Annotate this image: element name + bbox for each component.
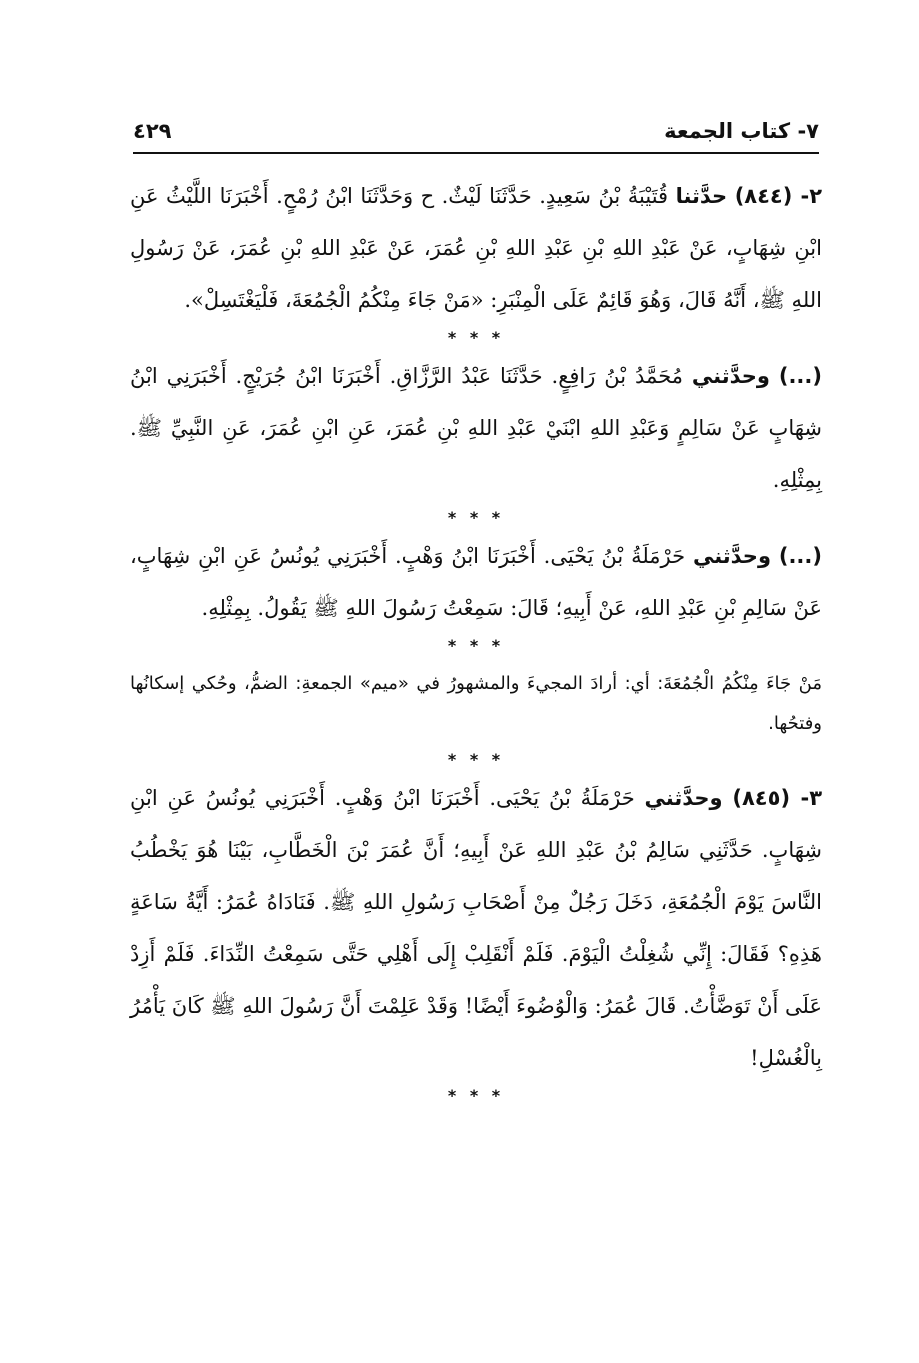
page-header [133, 112, 819, 152]
hadith-number: ٢- (٨٤٤) [734, 184, 823, 208]
hadith-paragraph [130, 772, 822, 1084]
chapter-title: ٧- كتاب الجمعة [664, 119, 819, 143]
hadith-paragraph [130, 530, 822, 634]
hadith-number: (...) [778, 544, 822, 568]
section-separator: * * * [447, 1086, 505, 1105]
section-separator: * * * [447, 328, 505, 347]
hadith-lead: وحدَّثني [644, 786, 723, 810]
hadith-paragraph [130, 350, 822, 506]
commentary-note: مَنْ جَاءَ مِنْكُمُ الْجُمُعَةَ: أي: أرادَ المجيءَ والمشهورُ في «ميم» الجمعةِ: الضمُّ، وحُكي إسكانُها وفتحُها. [130, 673, 822, 734]
hadith-lead: وحدَّثني [691, 364, 770, 388]
section-separator: * * * [447, 750, 505, 769]
section-separator: * * * [447, 636, 505, 655]
hadith-number: (...) [778, 364, 822, 388]
hadith-paragraph [130, 170, 822, 326]
section-separator: * * * [447, 508, 505, 527]
header-rule [133, 152, 819, 154]
page-number: ٤٢٩ [133, 119, 172, 143]
main-text [130, 170, 822, 1108]
hadith-text: مُحَمَّدُ بْنُ رَافِعٍ. حَدَّثَنَا عَبْدُ الرَّزَّاقِ. أَخْبَرَنَا ابْنُ جُرَيْجٍ. أَخْبَرَنِي ابْنُ شِهَابٍ عَنْ سَالِمٍ وَعَبْدِ اللهِ ابْنَيْ عَبْدِ اللهِ بْنِ عُمَرَ، عَنِ ابْنِ عُمَرَ، عَنِ النَّبِيِّ ﷺ. بِمِثْلِهِ. [130, 364, 822, 492]
hadith-text: قُتَيْبَةُ بْنُ سَعِيدٍ. حَدَّثَنَا لَيْثٌ. ح وَحَدَّثَنَا ابْنُ رُمْحٍ. أَخْبَرَنَا اللَّيْثُ عَنِ ابْنِ شِهَابٍ، عَنْ عَبْدِ اللهِ بْنِ عَبْدِ اللهِ بْنِ عُمَرَ، عَنْ عَبْدِ اللهِ بْنِ عُمَرَ، عَنْ رَسُولِ اللهِ ﷺ، أَنَّهُ قَالَ، وَهُوَ قَائِمٌ عَلَى الْمِنْبَرِ: «مَنْ جَاءَ مِنْكُمُ الْجُمُعَةَ، فَلْيَغْتَسِلْ». [130, 184, 822, 312]
hadith-text: حَرْمَلَةُ بْنُ يَحْيَى. أَخْبَرَنَا ابْنُ وَهْبٍ. أَخْبَرَنِي يُونُسُ عَنِ ابْنِ شِهَابٍ. حَدَّثَنِي سَالِمُ بْنُ عَبْدِ اللهِ عَنْ أَبِيهِ؛ أَنَّ عُمَرَ بْنَ الْخَطَّابِ، بَيْنَا هُوَ يَخْطُبُ النَّاسَ يَوْمَ الْجُمُعَةِ، دَخَلَ رَجُلٌ مِنْ أَصْحَابِ رَسُولِ اللهِ ﷺ. فَنَادَاهُ عُمَرُ: أَيَّةُ سَاعَةٍ هَذِهِ؟ فَقَالَ: إِنِّي شُغِلْتُ الْيَوْمَ. فَلَمْ أَنْقَلِبْ إِلَى أَهْلِي حَتَّى سَمِعْتُ النِّدَاءَ. فَلَمْ أَزِدْ عَلَى أَنْ تَوَضَّأْتُ. قَالَ عُمَرُ: وَالْوُضُوءَ أَيْضًا! وَقَدْ عَلِمْتَ أَنَّ رَسُولَ اللهِ ﷺ كَانَ يَأْمُرُ بِالْغُسْلِ! [130, 786, 822, 1070]
hadith-lead: وحدَّثني [692, 544, 771, 568]
hadith-lead: حدَّثنا [675, 184, 728, 208]
hadith-text: حَرْمَلَةُ بْنُ يَحْيَى. أَخْبَرَنَا ابْنُ وَهْبٍ. أَخْبَرَنِي يُونُسُ عَنِ ابْنِ شِهَابٍ، عَنْ سَالِمِ بْنِ عَبْدِ اللهِ، عَنْ أَبِيهِ؛ قَالَ: سَمِعْتُ رَسُولَ اللهِ ﷺ يَقُولُ. بِمِثْلِهِ. [130, 544, 822, 620]
hadith-number: ٣- (٨٤٥) [732, 786, 823, 810]
